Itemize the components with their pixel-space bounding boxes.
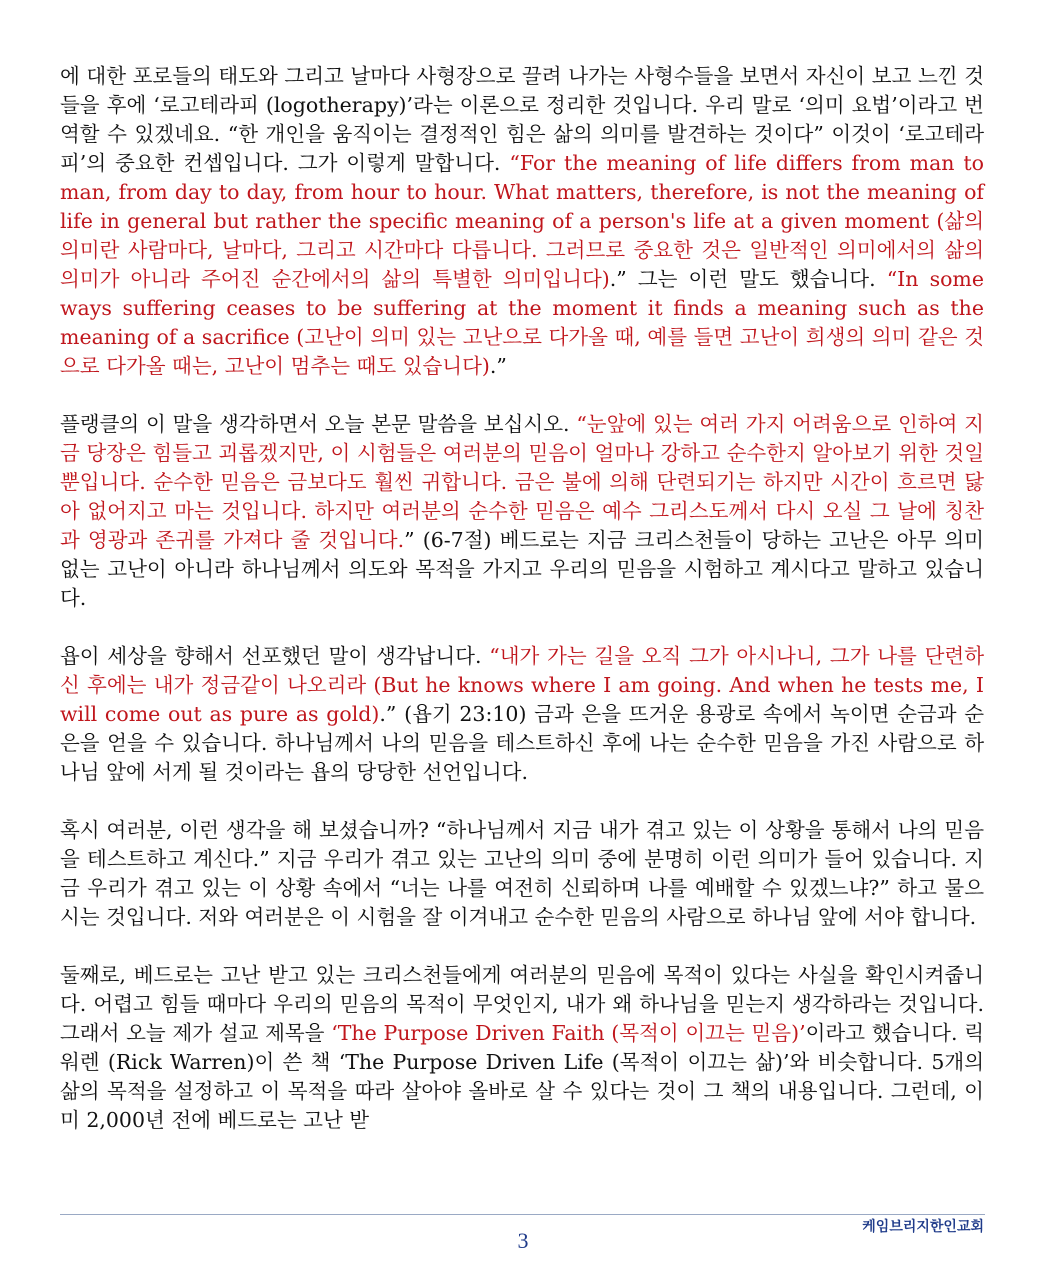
text-run: 혹시 여러분, 이런 생각을 해 보셨습니까? “하나님께서 지금 내가 겪고 있는 이 상황을 통해서 나의 믿음을 테스트하고 계신다.” 지금 우리가 겪고 있는 고난의 의미 중에 분명히 이런 의미가 들어 있습니다. 지금 우리가 겪고 있는 이 상황 속에서 “너는 나를 여전히 신뢰하며 나를 예배할 수 있겠느냐?” 하고 물으시는 것입니다. 저와 여러분은 이 시험을 잘 이겨내고 순수한 믿음의 사람으로 하나님 앞에 서야 합니다. — [60, 818, 984, 929]
paragraph-4 — [60, 816, 984, 932]
quote-run: “내가 가는 길을 오직 그가 아시나니, 그가 나를 단련하신 후에는 내가 정금같이 나오리라 (But he knows where I am going. And when he tests me, I will come out as pure as gold) — [60, 644, 984, 726]
text-run: 둘째로, 베드로는 고난 받고 있는 크리스천들에게 여러분의 믿음에 목적이 있다는 사실을 확인시켜줍니다. 어렵고 힘들 때마다 우리의 믿음의 목적이 무엇인지, 내가 왜 하나님을 믿는지 생각하라는 것입니다. 그래서 오늘 제가 설교 제목을 — [60, 963, 984, 1045]
page-number: 3 — [517, 1228, 529, 1253]
paragraph-3 — [60, 642, 984, 787]
church-name: 케임브리지한인교회 — [862, 1219, 984, 1235]
text-run: .” (욥기 23:10) 금과 은을 뜨거운 용광로 속에서 녹이면 순금과 순은을 얻을 수 있습니다. 하나님께서 나의 믿음을 테스트하신 후에 나는 순수한 믿음을 가진 사람으로 하나님 앞에 서게 될 것이라는 욥의 당당한 선언입니다. — [60, 702, 985, 784]
paragraph-2 — [60, 410, 984, 613]
paragraph-5 — [60, 961, 984, 1135]
footer-divider — [60, 1214, 985, 1215]
text-run: 플랭클의 이 말을 생각하면서 오늘 본문 말씀을 보십시오. — [60, 412, 577, 436]
quote-run: ‘The Purpose Driven Faith (목적이 이끄는 믿음)’ — [331, 1021, 806, 1045]
text-run: .” 그는 이런 말도 했습니다. — [609, 267, 887, 291]
quote-run: “In some ways suffering ceases to be suffering at the moment it finds a meaning such as the meaning of a sacrifice (고난이 의미 있는 고난으로 다가올 때, 예를 들면 고난이 희생의 의미 같은 것으로 다가올 때는, 고난이 멈추는 때도 있습니다) — [60, 267, 984, 378]
quote-run: “For the meaning of life differs from man to man, from day to day, from hour to hour. What matters, therefore, is not the meaning of life in general but rather the specific meaning of a person's life at a given moment (삶의 의미란 사람마다, 날마다, 그리고 시간마다 다릅니다. 그러므로 중요한 것은 일반적인 의미에서의 삶의 의미가 아니라 주어진 순간에서의 삶의 특별한 의미입니다) — [60, 151, 985, 291]
quote-run: “눈앞에 있는 여러 가지 어려움으로 인하여 지금 당장은 힘들고 괴롭겠지만, 이 시험들은 여러분의 믿음이 얼마나 강하고 순수한지 알아보기 위한 것일 뿐입니다. 순수한 믿음은 금보다도 훨씬 귀합니다. 금은 불에 의해 단련되기는 하지만 시간이 흐르면 닳아 없어지고 마는 것입니다. 하지만 여러분의 순수한 믿음은 예수 그리스도께서 다시 오실 그 날에 칭찬과 영광과 존귀를 가져다 줄 것입니다. — [60, 412, 984, 552]
document-body — [60, 62, 984, 1164]
paragraph-1 — [60, 62, 984, 381]
text-run: 이라고 했습니다. 릭 워렌 (Rick Warren)이 쓴 책 ‘The Purpose Driven Life (목적이 이끄는 삶)’와 비슷합니다. 5개의 삶의 목적을 설정하고 이 목적을 따라 살아야 올바로 살 수 있다는 것이 그 책의 내용입니다. 그런데, 이미 2,000년 전에 베드로는 고난 받 — [60, 1021, 984, 1132]
text-run: 에 대한 포로들의 태도와 그리고 날마다 사형장으로 끌려 나가는 사형수들을 보면서 자신이 보고 느낀 것들을 후에 ‘로고테라피 (logotherapy)’라는 이론으로 정리한 것입니다. 우리 말로 ‘의미 요법’이라고 번역할 수 있겠네요. “한 개인을 움직이는 결정적인 힘은 삶의 의미를 발견하는 것이다” 이것이 ‘로고테라피’의 중요한 컨셉입니다. 그가 이렇게 말합니다. — [60, 64, 984, 175]
text-run: 욥이 세상을 향해서 선포했던 말이 생각납니다. — [60, 644, 490, 668]
text-run: .” — [489, 354, 507, 378]
text-run: ” (6-7절) 베드로는 지금 크리스천들이 당하는 고난은 아무 의미 없는 고난이 아니라 하나님께서 의도와 목적을 가지고 우리의 믿음을 시험하고 계시다고 말하고 있습니다. — [60, 528, 984, 610]
